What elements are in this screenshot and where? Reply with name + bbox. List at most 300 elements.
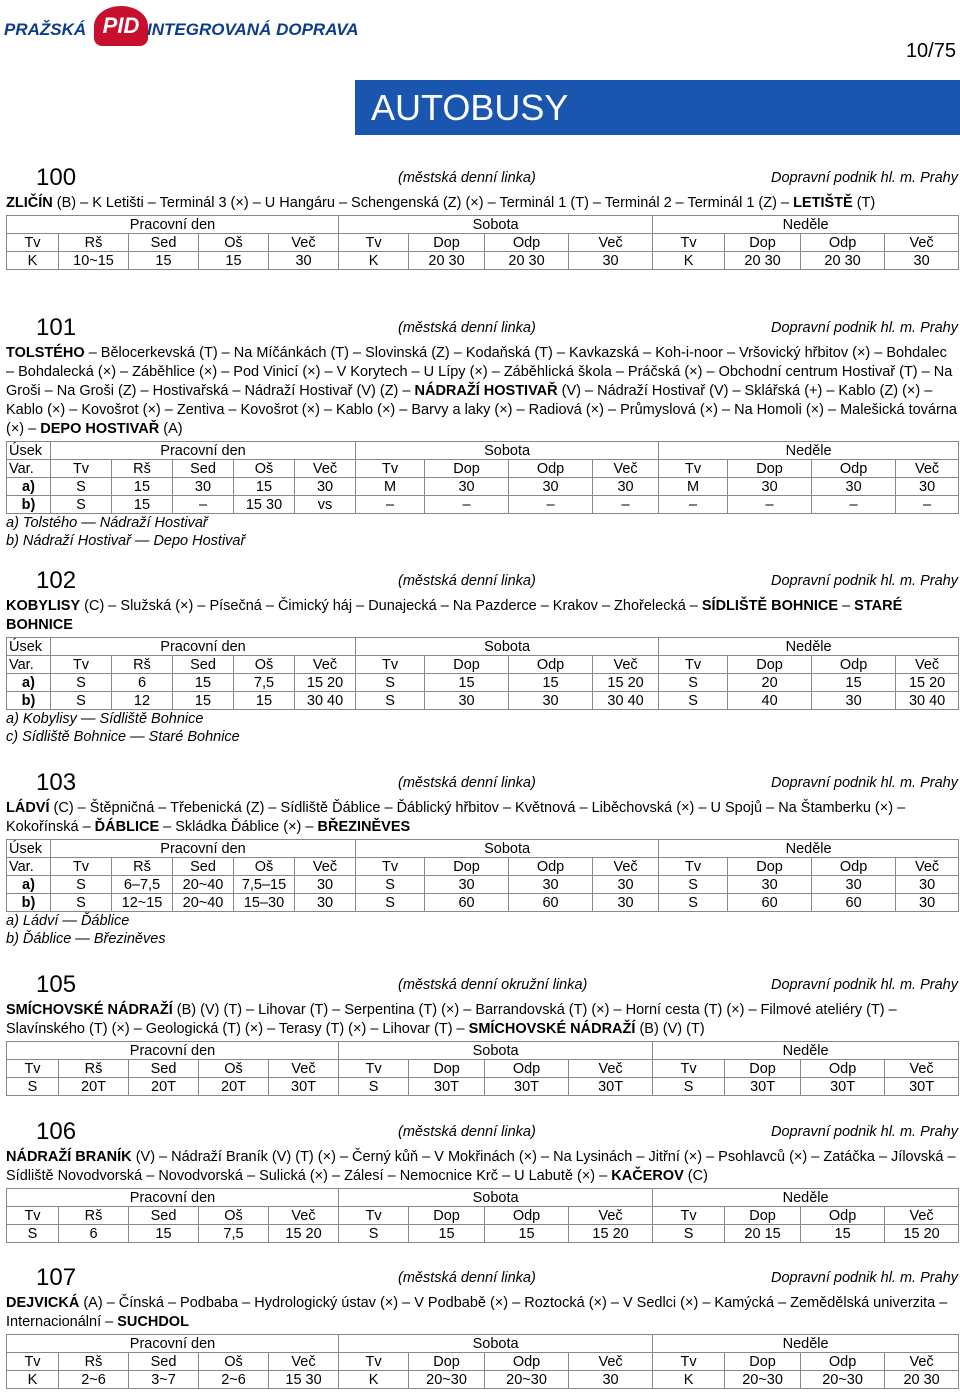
variant-notes (6, 912, 958, 948)
table-cell: 15 20 (269, 1225, 339, 1243)
column-header: Tv (356, 460, 425, 478)
var-header-cell: Var. (7, 858, 51, 876)
table-column-row (7, 1207, 959, 1225)
table-cell: 40 (728, 692, 812, 710)
line-section-102 (6, 567, 958, 746)
column-header: Tv (653, 1207, 725, 1225)
table-cell: 30 40 (896, 692, 959, 710)
column-header: Tv (659, 656, 728, 674)
variant-note: a) Kobylisy — Sídliště Bohnice (6, 711, 204, 727)
table-cell: – (659, 496, 728, 514)
column-header: Več (269, 1207, 339, 1225)
column-header: Dop (725, 1207, 801, 1225)
line-type: (městská denní linka) (398, 320, 536, 336)
column-header: Več (896, 858, 959, 876)
column-header: Sed (173, 858, 234, 876)
table-cell: 7,5–15 (234, 876, 295, 894)
line-number: 105 (36, 971, 77, 998)
column-header: Rš (112, 656, 173, 674)
table-cell: 6 (112, 674, 173, 692)
column-header: Odp (509, 460, 593, 478)
column-header: Več (269, 234, 339, 252)
column-header: Sed (173, 656, 234, 674)
column-header: Dop (425, 858, 509, 876)
table-cell: S (339, 1225, 409, 1243)
line-section-101 (6, 314, 958, 550)
day-group-header: Sobota (339, 216, 653, 234)
line-header (6, 1264, 958, 1292)
day-group-header: Sobota (356, 442, 659, 460)
table-cell: 30 (593, 894, 659, 912)
line-number: 106 (36, 1118, 77, 1145)
column-header: Več (896, 460, 959, 478)
column-header: Tv (356, 858, 425, 876)
table-cell: M (659, 478, 728, 496)
table-cell: 20 30 (725, 252, 801, 270)
route-description: SMÍCHOVSKÉ NÁDRAŽÍ (B) (V) (T) – Lihovar (T) – Serpentina (T) (×) – Barrandovská (T) (×) – Horní cesta (T) (×) – Filmové ateliéry (T) – Slavínského (T) (×) – Geologická (T) (×) – Terasy (T) (×) – Lihovar (T) – SMÍCHOVSKÉ NÁDRAŽÍ (B) (V) (T) (6, 1002, 897, 1037)
table-cell: 15 30 (234, 496, 295, 514)
line-type: (městská denní linka) (398, 1124, 536, 1140)
table-cell: S (653, 1225, 725, 1243)
column-header: Več (885, 1207, 959, 1225)
table-cell: K (7, 1371, 59, 1389)
table-cell: 30 40 (295, 692, 356, 710)
table-row (7, 894, 959, 912)
table-cell: 30 (885, 252, 959, 270)
table-cell: 15 (129, 1225, 199, 1243)
logo-text-right: INTEGROVANÁ DOPRAVA (147, 20, 359, 39)
column-header: Več (569, 1353, 653, 1371)
table-cell: – (509, 496, 593, 514)
column-header: Sed (129, 1060, 199, 1078)
table-row (7, 674, 959, 692)
line-number: 103 (36, 769, 77, 796)
operator-name: Dopravní podnik hl. m. Prahy (771, 573, 958, 589)
column-header: Več (269, 1353, 339, 1371)
table-column-row (7, 656, 959, 674)
column-header: Oš (199, 1060, 269, 1078)
table-cell: 30 (425, 692, 509, 710)
line-type: (městská denní linka) (398, 1270, 536, 1286)
line-number: 100 (36, 164, 77, 191)
column-header: Več (269, 1060, 339, 1078)
table-cell: 30 (509, 478, 593, 496)
table-cell: 20T (59, 1078, 129, 1096)
table-cell: a) (7, 674, 51, 692)
var-header-cell: Var. (7, 460, 51, 478)
column-header: Oš (199, 1353, 269, 1371)
table-cell: 20 30 (485, 252, 569, 270)
column-header: Odp (812, 460, 896, 478)
column-header: Tv (356, 656, 425, 674)
table-cell: 60 (425, 894, 509, 912)
day-group-header: Pracovní den (51, 638, 356, 656)
table-cell: b) (7, 692, 51, 710)
table-cell: 30T (885, 1078, 959, 1096)
table-cell: 15 20 (593, 674, 659, 692)
table-cell: – (728, 496, 812, 514)
table-cell: 15 (409, 1225, 485, 1243)
table-cell: 15 20 (896, 674, 959, 692)
column-header: Tv (659, 460, 728, 478)
table-cell: S (7, 1225, 59, 1243)
table-cell: 6 (59, 1225, 129, 1243)
table-cell: 20~40 (173, 876, 234, 894)
column-header: Odp (509, 858, 593, 876)
table-cell: 20 15 (725, 1225, 801, 1243)
table-cell: 30T (569, 1078, 653, 1096)
day-group-header: Neděle (659, 442, 959, 460)
table-cell: – (593, 496, 659, 514)
column-header: Odp (801, 1353, 885, 1371)
column-header: Odp (801, 234, 885, 252)
table-cell: K (7, 252, 59, 270)
day-group-header: Pracovní den (7, 1335, 339, 1353)
table-cell: b) (7, 894, 51, 912)
day-group-header: Sobota (339, 1335, 653, 1353)
table-column-row (7, 1060, 959, 1078)
column-header: Dop (409, 1353, 485, 1371)
table-row (7, 478, 959, 496)
line-type: (městská denní linka) (398, 573, 536, 589)
interval-table (6, 1041, 959, 1096)
table-cell: S (356, 876, 425, 894)
line-type: (městská denní okružní linka) (398, 977, 588, 993)
line-header (6, 164, 958, 192)
table-cell: S (51, 894, 112, 912)
table-cell: 30 (425, 478, 509, 496)
column-header: Dop (728, 656, 812, 674)
column-header: Več (295, 858, 356, 876)
line-number: 102 (36, 567, 77, 594)
table-cell: S (51, 692, 112, 710)
table-cell: 15 (234, 478, 295, 496)
column-header: Tv (51, 858, 112, 876)
page-header (0, 0, 960, 150)
table-cell: 15 (801, 1225, 885, 1243)
table-cell: K (653, 252, 725, 270)
table-cell: 15 (485, 1225, 569, 1243)
table-cell: 12 (112, 692, 173, 710)
table-cell: S (356, 894, 425, 912)
route-description: DEJVICKÁ (A) – Čínská – Podbaba – Hydrologický ústav (×) – V Podbabě (×) – Roztocká (×) – V Sedlci (×) – Kamýcká – Zemědělská univerzita – Internacionální – SUCHDOL (6, 1295, 948, 1330)
pid-logo (4, 6, 364, 46)
variant-note: a) Tolstého — Nádraží Hostivař (6, 515, 208, 531)
table-cell: 15 (129, 252, 199, 270)
column-header: Dop (725, 1353, 801, 1371)
table-cell: 20~30 (409, 1371, 485, 1389)
column-header: Odp (812, 656, 896, 674)
route-description: LÁDVÍ (C) – Štěpničná – Třebenická (Z) – Sídliště Ďáblice – Ďáblický hřbitov – Květnová – Liběchovská (×) – U Spojů – Na Štamberku (×) – Kokořínská – ĎÁBLICE – Skládka Ďáblice (×) – BŘEZINĚVES (6, 800, 906, 835)
table-cell: 60 (728, 894, 812, 912)
column-header: Tv (339, 1060, 409, 1078)
line-section-100 (6, 164, 958, 270)
column-header: Rš (112, 460, 173, 478)
interval-table (6, 1334, 959, 1389)
column-header: Oš (234, 460, 295, 478)
column-header: Rš (59, 1207, 129, 1225)
day-group-header: Sobota (339, 1189, 653, 1207)
column-header: Tv (7, 234, 59, 252)
route-description: NÁDRAŽÍ BRANÍK (V) – Nádraží Braník (V) (T) (×) – Černý kůň – V Mokřinách (×) – Na Lysinách – Jitřní (×) – Psohlavců (×) – Zatáčka – Jílovská – Sídliště Novodvorská – Novodvorská – Sulická (×) – Zálesí – Nemocnice Krč – U Labutě (×) – KAČEROV (C) (6, 1149, 956, 1184)
day-group-header: Sobota (339, 1042, 653, 1060)
column-header: Več (593, 460, 659, 478)
column-header: Tv (51, 656, 112, 674)
column-header: Več (295, 656, 356, 674)
table-group-row (7, 638, 959, 656)
table-cell: 15 (812, 674, 896, 692)
day-group-header: Pracovní den (7, 1189, 339, 1207)
logo-text-left: PRAŽSKÁ (4, 20, 87, 39)
table-row (7, 252, 959, 270)
table-cell: 30 40 (593, 692, 659, 710)
table-cell: 2~6 (199, 1371, 269, 1389)
operator-name: Dopravní podnik hl. m. Prahy (771, 775, 958, 791)
column-header: Dop (728, 858, 812, 876)
day-group-header: Neděle (659, 840, 959, 858)
line-header (6, 567, 958, 595)
table-cell: – (425, 496, 509, 514)
column-header: Tv (339, 1207, 409, 1225)
column-header: Tv (653, 1353, 725, 1371)
column-header: Več (569, 1207, 653, 1225)
table-cell: 60 (509, 894, 593, 912)
column-header: Dop (425, 656, 509, 674)
variant-note: a) Ládví — Ďáblice (6, 913, 130, 929)
column-header: Rš (59, 1353, 129, 1371)
table-cell: 30T (725, 1078, 801, 1096)
table-cell: 30T (409, 1078, 485, 1096)
table-cell: 7,5 (199, 1225, 269, 1243)
table-cell: a) (7, 876, 51, 894)
day-group-header: Sobota (356, 840, 659, 858)
column-header: Rš (59, 234, 129, 252)
table-cell: 6–7,5 (112, 876, 173, 894)
table-cell: S (356, 692, 425, 710)
table-cell: 30 (896, 876, 959, 894)
column-header: Več (569, 234, 653, 252)
column-header: Več (593, 656, 659, 674)
day-group-header: Neděle (653, 1189, 959, 1207)
day-group-header: Sobota (356, 638, 659, 656)
table-row (7, 876, 959, 894)
column-header: Tv (7, 1353, 59, 1371)
column-header: Tv (7, 1060, 59, 1078)
table-row (7, 1225, 959, 1243)
table-cell: 30 (569, 1371, 653, 1389)
table-cell: 20~30 (485, 1371, 569, 1389)
table-cell: 30 (509, 876, 593, 894)
column-header: Tv (653, 1060, 725, 1078)
var-header-cell: Úsek (7, 638, 51, 656)
table-cell: S (659, 894, 728, 912)
line-number: 101 (36, 314, 77, 341)
interval-table (6, 839, 959, 912)
column-header: Odp (485, 1060, 569, 1078)
line-type: (městská denní linka) (398, 775, 536, 791)
column-header: Tv (653, 234, 725, 252)
table-cell: 30 (812, 876, 896, 894)
column-header: Oš (199, 1207, 269, 1225)
table-cell: 30 (593, 876, 659, 894)
variant-notes (6, 514, 958, 550)
table-column-row (7, 1353, 959, 1371)
column-header: Tv (339, 1353, 409, 1371)
line-type: (městská denní linka) (398, 170, 536, 186)
column-header: Tv (339, 234, 409, 252)
column-header: Več (885, 1353, 959, 1371)
table-cell: 20 (728, 674, 812, 692)
table-cell: 30 (425, 876, 509, 894)
table-cell: 30 (593, 478, 659, 496)
day-group-header: Pracovní den (51, 840, 356, 858)
table-row (7, 1078, 959, 1096)
interval-table (6, 441, 959, 514)
table-cell: 15 (199, 252, 269, 270)
variant-notes (6, 710, 958, 746)
column-header: Dop (409, 234, 485, 252)
column-header: Rš (112, 858, 173, 876)
logo-mark: PID (94, 6, 148, 46)
day-group-header: Neděle (653, 1042, 959, 1060)
column-header: Oš (199, 234, 269, 252)
table-cell: – (173, 496, 234, 514)
line-header (6, 971, 958, 999)
table-cell: 30 (269, 252, 339, 270)
table-cell: 7,5 (234, 674, 295, 692)
table-row (7, 496, 959, 514)
table-cell: S (659, 674, 728, 692)
table-cell: 15 (112, 496, 173, 514)
day-group-header: Neděle (653, 216, 959, 234)
operator-name: Dopravní podnik hl. m. Prahy (771, 170, 958, 186)
table-cell: 15 20 (885, 1225, 959, 1243)
column-header: Rš (59, 1060, 129, 1078)
table-cell: M (356, 478, 425, 496)
line-header (6, 1118, 958, 1146)
table-row (7, 1371, 959, 1389)
column-header: Odp (485, 234, 569, 252)
table-cell: 10~15 (59, 252, 129, 270)
operator-name: Dopravní podnik hl. m. Prahy (771, 1124, 958, 1140)
table-row (7, 692, 959, 710)
table-cell: 30 (812, 478, 896, 496)
table-group-row (7, 1189, 959, 1207)
table-cell: 30 (569, 252, 653, 270)
table-cell: 30 (173, 478, 234, 496)
line-section-106 (6, 1118, 958, 1243)
line-header (6, 314, 958, 342)
table-cell: 30 (896, 478, 959, 496)
column-header: Odp (801, 1207, 885, 1225)
column-header: Odp (485, 1207, 569, 1225)
table-cell: – (356, 496, 425, 514)
column-header: Dop (409, 1207, 485, 1225)
column-header: Sed (129, 1207, 199, 1225)
table-cell: S (51, 876, 112, 894)
table-cell: 15–30 (234, 894, 295, 912)
column-header: Tv (659, 858, 728, 876)
column-header: Več (896, 656, 959, 674)
operator-name: Dopravní podnik hl. m. Prahy (771, 320, 958, 336)
table-cell: a) (7, 478, 51, 496)
table-cell: 30 (295, 894, 356, 912)
table-cell: S (339, 1078, 409, 1096)
column-header: Več (569, 1060, 653, 1078)
column-header: Dop (409, 1060, 485, 1078)
table-cell: 20~30 (725, 1371, 801, 1389)
table-cell: 15 30 (269, 1371, 339, 1389)
table-cell: 15 (234, 692, 295, 710)
column-header: Več (885, 1060, 959, 1078)
line-number: 107 (36, 1264, 77, 1291)
table-cell: 60 (812, 894, 896, 912)
column-header: Odp (485, 1353, 569, 1371)
variant-note: b) Ďáblice — Březiněves (6, 931, 166, 947)
column-header: Več (593, 858, 659, 876)
column-header: Tv (7, 1207, 59, 1225)
table-cell: 30 (509, 692, 593, 710)
table-cell: 20 30 (801, 252, 885, 270)
table-cell: 30 (295, 478, 356, 496)
column-header: Odp (509, 656, 593, 674)
operator-name: Dopravní podnik hl. m. Prahy (771, 1270, 958, 1286)
table-cell: 30 (728, 876, 812, 894)
column-header: Dop (725, 234, 801, 252)
column-header: Tv (51, 460, 112, 478)
table-cell: b) (7, 496, 51, 514)
table-cell: 20~30 (801, 1371, 885, 1389)
table-cell: 15 20 (295, 674, 356, 692)
column-header: Odp (801, 1060, 885, 1078)
table-cell: 30 (295, 876, 356, 894)
table-cell: – (812, 496, 896, 514)
column-header: Sed (129, 1353, 199, 1371)
variant-note: c) Sídliště Bohnice — Staré Bohnice (6, 729, 240, 745)
route-description: TOLSTÉHO – Bělocerkevská (T) – Na Míčánkách (T) – Slovinská (Z) – Kodaňská (T) – Kavkazská – Koh-i-noor – Vršovický hřbitov (×) – Bohdalec – Bohdalecká (×) – Záběhlice (×) – Pod Vinicí (×) – V Korytech – U Lípy (×) – Záběhlická škola – Práčská (×) – Obchodní centrum Hostivař (T) – Na Groši – Na Groši (Z) – Hostivařská – Nádraží Hostivař (V) (Z) – NÁDRAŽÍ HOSTIVAŘ (V) – Nádraží Hostivař (V) – Sklářská (+) – Kablo (Z) (×) – Kablo (×) – Kovošrot (×) – Zentiva – Kovošrot (×) – Kablo (×) – Barvy a laky (×) – Radiová (×) – Průmyslová (×) – Na Homoli (×) – Malešická továrna (×) – DEPO HOSTIVAŘ (A) (6, 345, 957, 437)
table-cell: 30T (801, 1078, 885, 1096)
column-header: Dop (725, 1060, 801, 1078)
table-group-row (7, 1335, 959, 1353)
table-column-row (7, 460, 959, 478)
column-header: Odp (812, 858, 896, 876)
table-cell: 15 20 (569, 1225, 653, 1243)
table-cell: 15 (509, 674, 593, 692)
column-header: Sed (129, 234, 199, 252)
table-cell: 3~7 (129, 1371, 199, 1389)
table-cell: 12~15 (112, 894, 173, 912)
table-cell: K (653, 1371, 725, 1389)
table-cell: S (356, 674, 425, 692)
day-group-header: Pracovní den (7, 1042, 339, 1060)
table-cell: S (659, 692, 728, 710)
table-column-row (7, 858, 959, 876)
interval-table (6, 215, 959, 270)
line-header (6, 769, 958, 797)
table-group-row (7, 840, 959, 858)
table-cell: S (51, 674, 112, 692)
table-cell: 20~40 (173, 894, 234, 912)
column-header: Več (885, 234, 959, 252)
interval-table (6, 637, 959, 710)
table-cell: 20 30 (885, 1371, 959, 1389)
column-header: Oš (234, 656, 295, 674)
column-header: Dop (425, 460, 509, 478)
table-cell: vs (295, 496, 356, 514)
route-description: ZLIČÍN (B) – K Letišti – Terminál 3 (×) – U Hangáru – Schengenská (Z) (×) – Terminál 1 (T) – Terminál 2 – Terminál 1 (Z) – LETIŠTĚ (T) (6, 195, 876, 211)
table-cell: 30T (269, 1078, 339, 1096)
table-cell: 30 (728, 478, 812, 496)
